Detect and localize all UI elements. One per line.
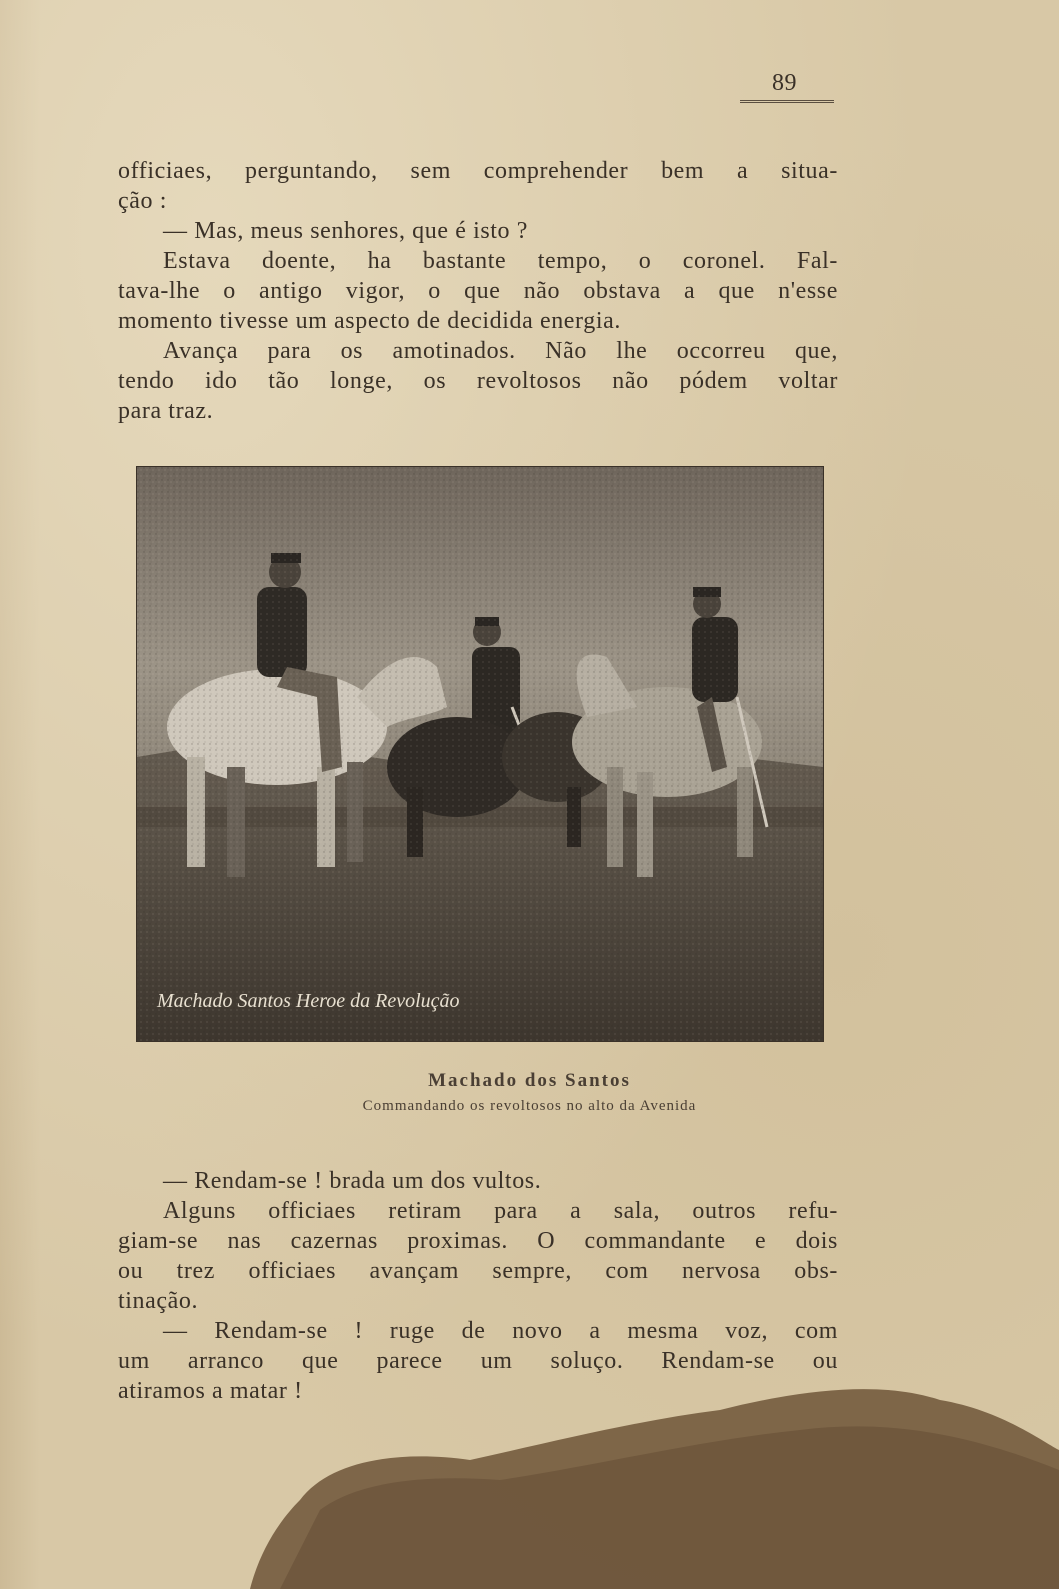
text-line: — Rendam-se ! ruge de novo a mesma voz, com — [163, 1318, 838, 1344]
text-line: momento tivesse um aspecto de decidida energia. — [118, 308, 621, 334]
text-line: atiramos a matar ! — [118, 1378, 303, 1404]
caption-title: Machado dos Santos — [428, 1070, 631, 1091]
text-line: ção : — [118, 188, 167, 214]
text-line: tava-lhe o antigo vigor, o que não obstava a que n'esse — [118, 278, 838, 304]
text-line: Alguns officiaes retiram para a sala, outros refu- — [163, 1198, 838, 1224]
text-line: giam-se nas cazernas proximas. O commandante e dois — [118, 1228, 838, 1254]
page-number: 89 — [772, 70, 797, 96]
text-line: — Mas, meus senhores, que é isto ? — [163, 218, 529, 244]
text-line: tinação. — [118, 1288, 199, 1314]
text-line: — Rendam-se ! brada um dos vultos. — [163, 1168, 542, 1194]
photograph-image — [137, 467, 823, 1041]
photo-inscription: Machado Santos Heroe da Revolução — [157, 990, 460, 1012]
paragraph-top — [118, 156, 838, 426]
text-line: tendo ido tão longe, os revoltosos não pódem voltar — [118, 368, 838, 394]
text-line: Estava doente, ha bastante tempo, o coronel. Fal- — [163, 248, 838, 274]
text-line: Avança para os amotinados. Não lhe occorreu que, — [163, 338, 838, 364]
paragraph-bottom — [118, 1166, 838, 1406]
page-number-rule — [740, 100, 834, 103]
text-line: officiaes, perguntando, sem comprehender bem a situa- — [118, 158, 838, 184]
photograph — [136, 466, 824, 1042]
water-stain — [0, 1380, 1059, 1589]
text-line: um arranco que parece um soluço. Rendam-se ou — [118, 1348, 838, 1374]
text-line: para traz. — [118, 398, 214, 424]
text-line: ou trez officiaes avançam sempre, com nervosa obs- — [118, 1258, 838, 1284]
caption-subtitle: Commandando os revoltosos no alto da Avenida — [362, 1098, 697, 1114]
